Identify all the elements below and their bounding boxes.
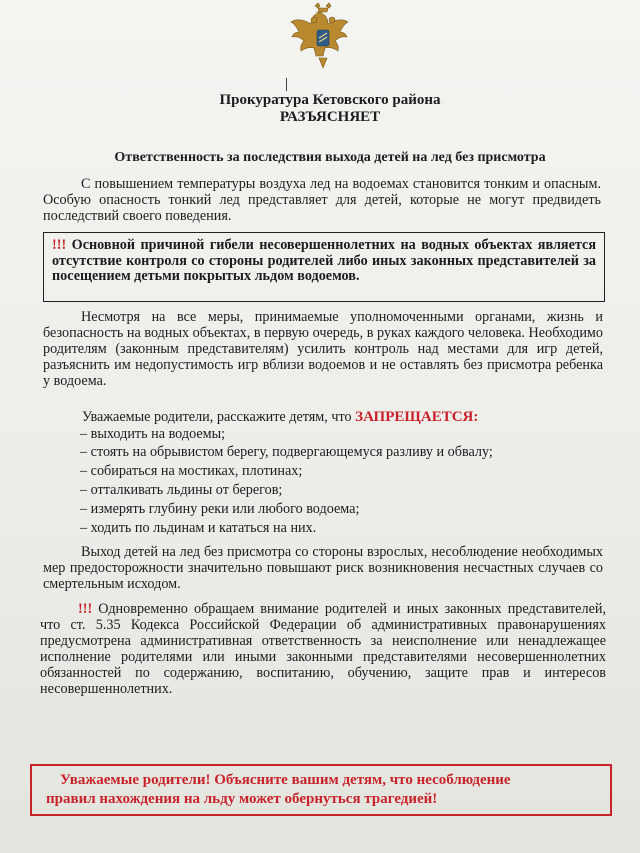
intro-paragraph: С повышением температуры воздуха лед на водоемах становится тонким и опасным. Особую опасность тонкий лед представляет для детей, которые не могут предвидеть последствий своего поведения.	[43, 176, 601, 224]
forbidden-intro	[82, 410, 582, 426]
rule-item: – выходить на водоемы;	[80, 426, 226, 442]
rule-item: – отталкивать льдины от берегов;	[80, 482, 283, 498]
text-cursor	[286, 78, 287, 91]
footer-line-1: Уважаемые родители! Объясните вашим детям, что несоблюдение	[60, 772, 511, 788]
explains-label: РАЗЪЯСНЯЕТ	[279, 109, 381, 125]
rule-item: – собираться на мостиках, плотинах;	[80, 463, 303, 479]
parents-responsibility-paragraph: Несмотря на все меры, принимаемые уполномоченными органами, жизнь и безопасность на водных объектах, в первую очередь, в руках каждого человека. Необходимо родителям (законным представителям) усилить контроль над местами для игр детей, разъяснить им недопустимость игр вблизи водоемов и не оставлять без присмотра ребенка у водоема.	[43, 309, 603, 389]
legal-paragraph	[40, 602, 606, 697]
rule-item: – ходить по льдинам и кататься на них.	[80, 520, 317, 536]
rule-item: – стоять на обрывистом берегу, подвергающемуся разливу и обвалу;	[80, 444, 493, 460]
warning-text: Основной причиной гибели несовершеннолетних на водных объектах является отсутствие контроля со стороны родителей либо иных законных представителей за посещением детьми покрытых льдом водоемов.	[52, 237, 597, 285]
legal-text: Одновременно обращаем внимание родителей и иных законных представителей, что ст. 5.35 Кодекса Российской Федерации об административных правонарушениях предусмотрена административная ответственность за неисполнение или ненадлежащее исполнение родителями или иными законными представителями несовершеннолетних обязанностей по содержанию, воспитанию, обучению, защите прав и интересов несовершеннолетних.	[40, 601, 606, 697]
warning-exclamation-mark: !!!	[52, 237, 67, 253]
footer-line-2: правил нахождения на льду может обернуться трагедией!	[46, 791, 438, 807]
footer-warning-box	[30, 764, 612, 816]
forbidden-intro-text: Уважаемые родители, расскажите детям, что	[82, 409, 352, 425]
legal-exclamation-mark: !!!	[78, 601, 93, 617]
warning-box	[43, 232, 605, 302]
rule-item: – измерять глубину реки или любого водоема;	[80, 501, 360, 517]
organization-name: Прокуратура Кетовского района	[219, 92, 441, 108]
document-title: Ответственность за последствия выхода детей на лед без присмотра	[114, 150, 546, 165]
organization-header	[150, 92, 510, 126]
risk-paragraph: Выход детей на лед без присмотра со стороны взрослых, несоблюдение необходимых мер предосторожности значительно повышают риск возникновения несчастных случаев со смертельным исходом.	[43, 544, 603, 592]
forbidden-label: ЗАПРЕЩАЕТСЯ:	[355, 409, 479, 425]
double-headed-eagle-emblem-icon	[288, 2, 358, 74]
